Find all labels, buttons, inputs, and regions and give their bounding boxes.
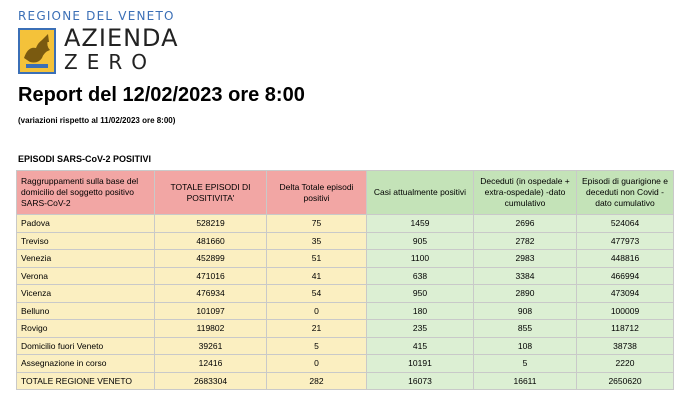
table-header-row — [17, 171, 674, 215]
table-row — [17, 337, 674, 355]
report-subtitle: (variazioni rispetto al 11/02/2023 ore 8:00) — [18, 116, 176, 125]
recovered-cell: 2220 — [577, 355, 674, 373]
current-cell: 638 — [367, 267, 474, 285]
delta-cell: 41 — [267, 267, 367, 285]
delta-cell: 282 — [267, 372, 367, 390]
deceased-cell: 908 — [474, 302, 577, 320]
recovered-cell: 448816 — [577, 250, 674, 268]
column-header-area: Raggruppamenti sulla base del domicilio del soggetto positivo SARS-CoV-2 — [17, 171, 155, 215]
total-cell: 528219 — [155, 215, 267, 233]
current-cell: 905 — [367, 232, 474, 250]
column-header-recovered: Episodi di guarigione e deceduti non Covid - dato cumulativo — [577, 171, 674, 215]
area-cell: Venezia — [17, 250, 155, 268]
total-cell: 39261 — [155, 337, 267, 355]
total-cell: 452899 — [155, 250, 267, 268]
column-header-current: Casi attualmente positivi — [367, 171, 474, 215]
positives-table — [16, 170, 674, 390]
lion-of-st-mark-icon — [18, 28, 56, 74]
current-cell: 16073 — [367, 372, 474, 390]
total-cell: 471016 — [155, 267, 267, 285]
area-cell: Assegnazione in corso — [17, 355, 155, 373]
deceased-cell: 2696 — [474, 215, 577, 233]
area-cell: Domicilio fuori Veneto — [17, 337, 155, 355]
deceased-cell: 108 — [474, 337, 577, 355]
total-cell: 481660 — [155, 232, 267, 250]
area-cell: Treviso — [17, 232, 155, 250]
area-cell: Rovigo — [17, 320, 155, 338]
recovered-cell: 466994 — [577, 267, 674, 285]
delta-cell: 35 — [267, 232, 367, 250]
brand-zero: ZERO — [64, 50, 156, 74]
report-title: Report del 12/02/2023 ore 8:00 — [18, 84, 305, 106]
total-cell: 119802 — [155, 320, 267, 338]
table-row — [17, 285, 674, 303]
area-cell: Padova — [17, 215, 155, 233]
area-cell: Verona — [17, 267, 155, 285]
current-cell: 235 — [367, 320, 474, 338]
total-cell: 12416 — [155, 355, 267, 373]
recovered-cell: 118712 — [577, 320, 674, 338]
recovered-cell: 477973 — [577, 232, 674, 250]
current-cell: 415 — [367, 337, 474, 355]
area-cell: TOTALE REGIONE VENETO — [17, 372, 155, 390]
region-name: REGIONE DEL VENETO — [18, 9, 175, 23]
total-cell: 476934 — [155, 285, 267, 303]
section-title: EPISODI SARS-CoV-2 POSITIVI — [18, 154, 152, 164]
column-header-total: TOTALE EPISODI DI POSITIVITA' — [155, 171, 267, 215]
area-cell: Belluno — [17, 302, 155, 320]
table-row — [17, 267, 674, 285]
total-cell: 2683304 — [155, 372, 267, 390]
total-cell: 101097 — [155, 302, 267, 320]
delta-cell: 0 — [267, 355, 367, 373]
table-row — [17, 302, 674, 320]
delta-cell: 51 — [267, 250, 367, 268]
delta-cell: 54 — [267, 285, 367, 303]
delta-cell: 75 — [267, 215, 367, 233]
delta-cell: 5 — [267, 337, 367, 355]
table-row — [17, 355, 674, 373]
brand-azienda: AZIENDA — [64, 24, 179, 52]
table-row — [17, 232, 674, 250]
table-row — [17, 320, 674, 338]
column-header-deceased: Deceduti (in ospedale + extra-ospedale) -dato cumulativo — [474, 171, 577, 215]
deceased-cell: 5 — [474, 355, 577, 373]
table-row — [17, 250, 674, 268]
recovered-cell: 2650620 — [577, 372, 674, 390]
deceased-cell: 2890 — [474, 285, 577, 303]
deceased-cell: 855 — [474, 320, 577, 338]
delta-cell: 21 — [267, 320, 367, 338]
recovered-cell: 524064 — [577, 215, 674, 233]
deceased-cell: 2782 — [474, 232, 577, 250]
recovered-cell: 100009 — [577, 302, 674, 320]
delta-cell: 0 — [267, 302, 367, 320]
total-row — [17, 372, 674, 390]
current-cell: 180 — [367, 302, 474, 320]
current-cell: 1459 — [367, 215, 474, 233]
deceased-cell: 16611 — [474, 372, 577, 390]
recovered-cell: 38738 — [577, 337, 674, 355]
column-header-delta: Delta Totale episodi positivi — [267, 171, 367, 215]
deceased-cell: 3384 — [474, 267, 577, 285]
current-cell: 10191 — [367, 355, 474, 373]
area-cell: Vicenza — [17, 285, 155, 303]
recovered-cell: 473094 — [577, 285, 674, 303]
current-cell: 950 — [367, 285, 474, 303]
deceased-cell: 2983 — [474, 250, 577, 268]
current-cell: 1100 — [367, 250, 474, 268]
table-row — [17, 215, 674, 233]
